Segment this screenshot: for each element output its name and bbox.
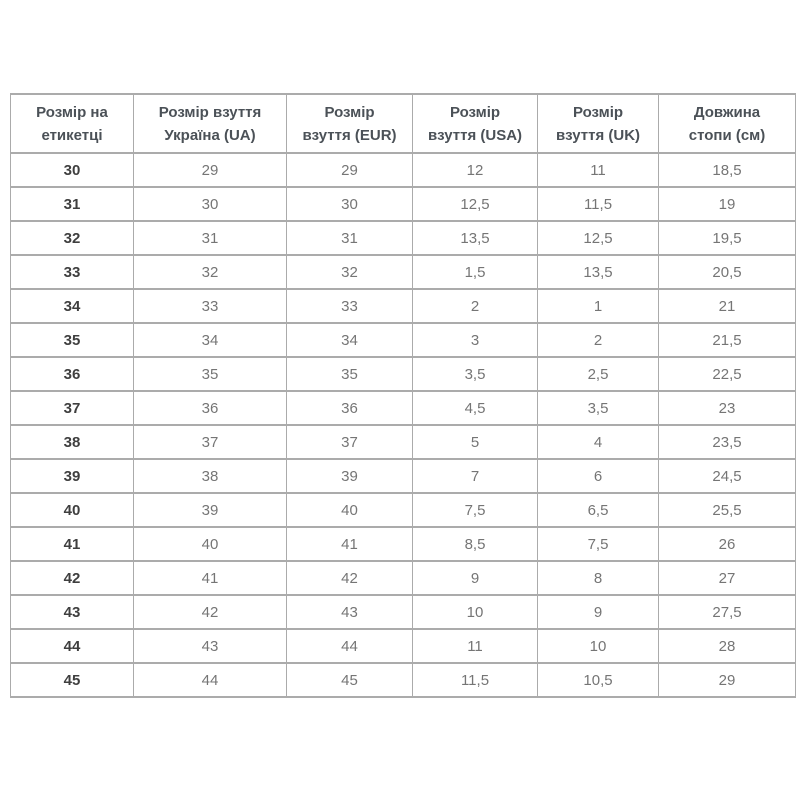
table-row — [11, 391, 796, 425]
ua-size-cell: 33 — [134, 289, 287, 323]
table-row — [11, 595, 796, 629]
ua-size-cell: 36 — [134, 391, 287, 425]
header-line: Розмір — [572, 103, 624, 121]
usa-size-cell: 11 — [413, 629, 538, 663]
column-header-eur-size — [287, 94, 413, 153]
header-row — [11, 94, 796, 153]
usa-size-cell: 7 — [413, 459, 538, 493]
ua-size-cell: 40 — [134, 527, 287, 561]
table-body — [11, 153, 796, 697]
eur-size-cell: 31 — [287, 221, 413, 255]
uk-size-cell: 11,5 — [538, 187, 659, 221]
ua-size-cell: 35 — [134, 357, 287, 391]
label-size-cell: 37 — [11, 391, 134, 425]
usa-size-cell: 7,5 — [413, 493, 538, 527]
usa-size-cell: 8,5 — [413, 527, 538, 561]
uk-size-cell: 10,5 — [538, 663, 659, 697]
usa-size-cell: 3 — [413, 323, 538, 357]
shoe-size-conversion-table — [10, 93, 796, 698]
ua-size-cell: 29 — [134, 153, 287, 187]
header-line: Розмір — [449, 103, 501, 121]
foot-length-cell: 21,5 — [659, 323, 796, 357]
table-row — [11, 153, 796, 187]
ua-size-cell: 32 — [134, 255, 287, 289]
table-row — [11, 289, 796, 323]
uk-size-cell: 2,5 — [538, 357, 659, 391]
table-row — [11, 493, 796, 527]
table-row — [11, 629, 796, 663]
foot-length-cell: 27,5 — [659, 595, 796, 629]
label-size-cell: 40 — [11, 493, 134, 527]
column-header-uk-size — [538, 94, 659, 153]
uk-size-cell: 10 — [538, 629, 659, 663]
uk-size-cell: 6 — [538, 459, 659, 493]
label-size-cell: 34 — [11, 289, 134, 323]
eur-size-cell: 35 — [287, 357, 413, 391]
header-line: взуття (EUR) — [302, 126, 397, 144]
ua-size-cell: 37 — [134, 425, 287, 459]
usa-size-cell: 3,5 — [413, 357, 538, 391]
label-size-cell: 41 — [11, 527, 134, 561]
ua-size-cell: 34 — [134, 323, 287, 357]
eur-size-cell: 34 — [287, 323, 413, 357]
usa-size-cell: 2 — [413, 289, 538, 323]
eur-size-cell: 42 — [287, 561, 413, 595]
usa-size-cell: 1,5 — [413, 255, 538, 289]
eur-size-cell: 29 — [287, 153, 413, 187]
uk-size-cell: 13,5 — [538, 255, 659, 289]
uk-size-cell: 9 — [538, 595, 659, 629]
label-size-cell: 35 — [11, 323, 134, 357]
header-line: взуття (UK) — [555, 126, 641, 144]
eur-size-cell: 44 — [287, 629, 413, 663]
eur-size-cell: 43 — [287, 595, 413, 629]
column-header-usa-size — [413, 94, 538, 153]
label-size-cell: 32 — [11, 221, 134, 255]
eur-size-cell: 39 — [287, 459, 413, 493]
foot-length-cell: 23,5 — [659, 425, 796, 459]
eur-size-cell: 33 — [287, 289, 413, 323]
usa-size-cell: 11,5 — [413, 663, 538, 697]
uk-size-cell: 12,5 — [538, 221, 659, 255]
uk-size-cell: 11 — [538, 153, 659, 187]
header-line: взуття (USA) — [427, 126, 523, 144]
table-row — [11, 527, 796, 561]
table-row — [11, 255, 796, 289]
usa-size-cell: 4,5 — [413, 391, 538, 425]
foot-length-cell: 20,5 — [659, 255, 796, 289]
header-line: Розмір на — [36, 103, 108, 121]
foot-length-cell: 26 — [659, 527, 796, 561]
eur-size-cell: 45 — [287, 663, 413, 697]
foot-length-cell: 27 — [659, 561, 796, 595]
label-size-cell: 45 — [11, 663, 134, 697]
table-row — [11, 221, 796, 255]
usa-size-cell: 13,5 — [413, 221, 538, 255]
table-row — [11, 425, 796, 459]
uk-size-cell: 8 — [538, 561, 659, 595]
uk-size-cell: 1 — [538, 289, 659, 323]
column-header-foot-length — [659, 94, 796, 153]
ua-size-cell: 43 — [134, 629, 287, 663]
label-size-cell: 44 — [11, 629, 134, 663]
ua-size-cell: 44 — [134, 663, 287, 697]
uk-size-cell: 3,5 — [538, 391, 659, 425]
ua-size-cell: 30 — [134, 187, 287, 221]
usa-size-cell: 9 — [413, 561, 538, 595]
eur-size-cell: 37 — [287, 425, 413, 459]
label-size-cell: 43 — [11, 595, 134, 629]
ua-size-cell: 41 — [134, 561, 287, 595]
table-row — [11, 323, 796, 357]
table-row — [11, 357, 796, 391]
table-row — [11, 459, 796, 493]
ua-size-cell: 31 — [134, 221, 287, 255]
usa-size-cell: 12,5 — [413, 187, 538, 221]
eur-size-cell: 32 — [287, 255, 413, 289]
eur-size-cell: 40 — [287, 493, 413, 527]
label-size-cell: 30 — [11, 153, 134, 187]
label-size-cell: 38 — [11, 425, 134, 459]
header-line: Розмір — [324, 103, 375, 121]
table-row — [11, 187, 796, 221]
usa-size-cell: 12 — [413, 153, 538, 187]
header-line: Розмір взуття — [158, 103, 262, 121]
foot-length-cell: 19 — [659, 187, 796, 221]
header-line: Довжина — [693, 103, 761, 121]
usa-size-cell: 10 — [413, 595, 538, 629]
label-size-cell: 36 — [11, 357, 134, 391]
label-size-cell: 42 — [11, 561, 134, 595]
label-size-cell: 33 — [11, 255, 134, 289]
uk-size-cell: 7,5 — [538, 527, 659, 561]
uk-size-cell: 4 — [538, 425, 659, 459]
uk-size-cell: 6,5 — [538, 493, 659, 527]
foot-length-cell: 22,5 — [659, 357, 796, 391]
uk-size-cell: 2 — [538, 323, 659, 357]
ua-size-cell: 38 — [134, 459, 287, 493]
label-size-cell: 31 — [11, 187, 134, 221]
table-row — [11, 561, 796, 595]
foot-length-cell: 23 — [659, 391, 796, 425]
foot-length-cell: 19,5 — [659, 221, 796, 255]
foot-length-cell: 28 — [659, 629, 796, 663]
header-line: стопи (см) — [688, 126, 766, 144]
column-header-label-size — [11, 94, 134, 153]
eur-size-cell: 41 — [287, 527, 413, 561]
foot-length-cell: 21 — [659, 289, 796, 323]
header-line: етикетці — [41, 126, 103, 144]
foot-length-cell: 29 — [659, 663, 796, 697]
foot-length-cell: 25,5 — [659, 493, 796, 527]
foot-length-cell: 24,5 — [659, 459, 796, 493]
ua-size-cell: 42 — [134, 595, 287, 629]
column-header-ua-size — [134, 94, 287, 153]
foot-length-cell: 18,5 — [659, 153, 796, 187]
eur-size-cell: 30 — [287, 187, 413, 221]
eur-size-cell: 36 — [287, 391, 413, 425]
label-size-cell: 39 — [11, 459, 134, 493]
ua-size-cell: 39 — [134, 493, 287, 527]
header-line: Україна (UA) — [164, 126, 256, 144]
table-row — [11, 663, 796, 697]
usa-size-cell: 5 — [413, 425, 538, 459]
